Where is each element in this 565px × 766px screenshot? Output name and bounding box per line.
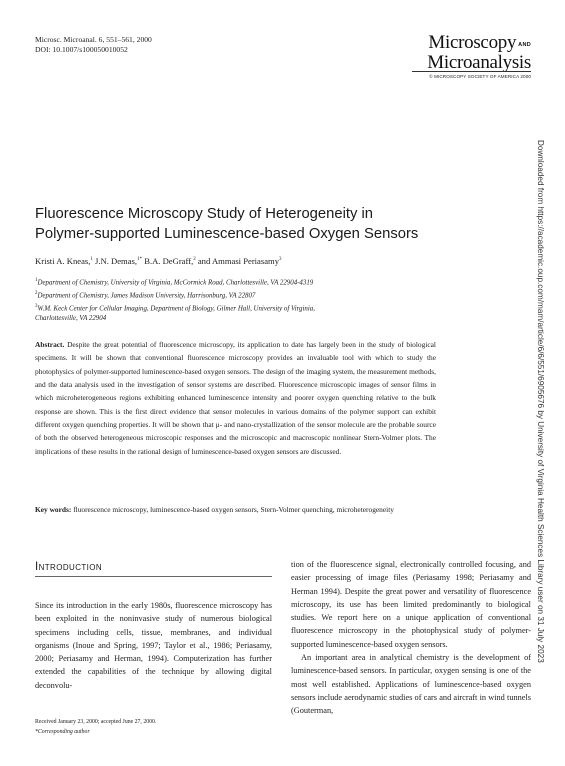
affiliation-line — [35, 289, 415, 302]
affiliation-number: 1 — [35, 278, 38, 283]
body-paragraph: An important area in analytical chemistry is the development of luminescence-based sensors. In particular, oxygen sensing is one of the most well established. Applications of luminescence-based oxygen sensors include aerodynamic studies of cars and aircraft in wind tunnels (Gouterman, — [291, 653, 531, 716]
affiliation-number: 3 — [35, 303, 38, 309]
abstract-label: Abstract. — [35, 340, 65, 349]
logo-rule — [412, 71, 531, 72]
section-heading-introduction: Introduction — [35, 561, 103, 573]
footnotes — [35, 717, 156, 737]
abstract-text: Despite the great potential of fluorescence microscopy, its application to date has largely been in the study of biological specimens. It will be shown that conventional fluorescence microscopy provides an invaluable tool with which to study the photophysics of polymer-supported luminescence-based oxygen sensors. The design of the imaging system, the measurement methods, and the data analysis used in the investigation of sensor systems are described. Fluorescence microscopic images of sensor films in which microheterogeneous regions exhibiting enhanced luminescence intensity and poorer oxygen quenching relative to the bulk response are shown. This is the first direct evidence that sensor molecules in various domains of the polymer support can exhibit different oxygen quenching properties. It will be shown that μ- and nano-crystallization of the sensor molecule are the probable source of both the observed heterogeneous microscopic responses and the microscopic and macroscopic nonlinear Stern-Volmer plots. The implications of these results in the rational design of luminescence-based oxygen sensors are discussed. — [35, 340, 436, 456]
affiliations — [35, 276, 415, 325]
body-column-right — [291, 558, 531, 718]
title-line-2: Polymer-supported Luminescence-based Oxygen Sensors — [35, 226, 419, 242]
author-name: B.A. DeGraff, — [142, 256, 194, 266]
corresponding-author-note: *Corresponding author — [35, 729, 90, 735]
affiliation-line — [35, 314, 415, 325]
affiliation-text: Department of Chemistry, University of Virginia, McCormick Road, Charlottesville, VA 22904-4319 — [37, 279, 314, 287]
logo-and: AND — [518, 42, 531, 48]
affiliation-text: Charlottesville, VA 22904 — [35, 315, 107, 323]
doi-line: DOI: 10.1007/s100050010052 — [35, 45, 128, 54]
body-paragraph: Since its introduction in the early 1980s, fluorescence microscopy has been exploited in the noninvasive study of numerous biological specimens including cells, tissue, membranes, and individual organisms (Inoue and Spring, 1997; Taylor et al., 1986; Periasamy, 2000; Periasamy and Herman, 1994). Computerization has further extended the capabilities of the technique by allowing digital deconvolu- — [35, 601, 272, 690]
author-name: and Ammasi Periasamy — [195, 256, 280, 266]
author-affil-mark: 1 — [90, 257, 93, 263]
journal-logo — [427, 34, 531, 72]
logo-line-2: Microanalysis — [427, 52, 531, 73]
article-title — [35, 204, 505, 244]
download-watermark: Downloaded from https://academic.oup.com/mam/article/6/6/551/6905676 by University of Virginia Health Sciences Library user on 31 July 2023 — [536, 140, 545, 663]
journal-citation: Microsc. Microanal. 6, 551–561, 2000 — [35, 35, 152, 44]
body-paragraph: tion of the fluorescence signal, electronically controlled focusing, and easier processing of image files (Periasamy 1998; Periasamy and Herman 1994). Despite the great power and versatility of fluorescence microscopy, its use has been limited predominantly to biological studies. We report here on a unique application of conventional fluorescence microscopy in the photophysical study of polymer-supported luminescence-based oxygen sensors. — [291, 560, 531, 649]
body-column-left — [35, 599, 272, 692]
title-line-1: Fluorescence Microscopy Study of Heterogeneity in — [35, 206, 374, 222]
author-affil-mark: 1* — [137, 257, 143, 263]
affiliation-number: 2 — [35, 290, 38, 296]
author-list — [35, 256, 282, 266]
citation-block — [35, 35, 152, 55]
affiliation-text: W.M. Keck Center for Cellular Imaging, Department of Biology, Gilmer Hall, University of Virginia, — [37, 304, 315, 312]
affiliation-line — [35, 302, 415, 315]
affiliation-text: Department of Chemistry, James Madison University, Harrisonburg, VA 22807 — [37, 292, 256, 300]
abstract — [35, 338, 436, 458]
keywords-label: Key words: — [35, 505, 72, 514]
author-name: Kristi A. Kneas, — [35, 256, 91, 266]
author-affil-mark: 2 — [193, 257, 196, 263]
keywords — [35, 503, 436, 516]
received-date: Received January 23, 2000; accepted June 27, 2000. — [35, 719, 157, 725]
logo-line-1 — [427, 34, 531, 54]
author-name: J.N. Demas, — [92, 256, 138, 266]
section-rule — [35, 576, 272, 577]
logo-word-1: Microscopy — [428, 32, 517, 53]
affiliation-line — [35, 276, 415, 289]
society-copyright: © MICROSCOPY SOCIETY OF AMERICA 2000 — [429, 74, 531, 79]
author-affil-mark: 3 — [279, 257, 282, 263]
keywords-text: fluorescence microscopy, luminescence-based oxygen sensors, Stern-Volmer quenching, microheterogeneity — [71, 505, 394, 514]
